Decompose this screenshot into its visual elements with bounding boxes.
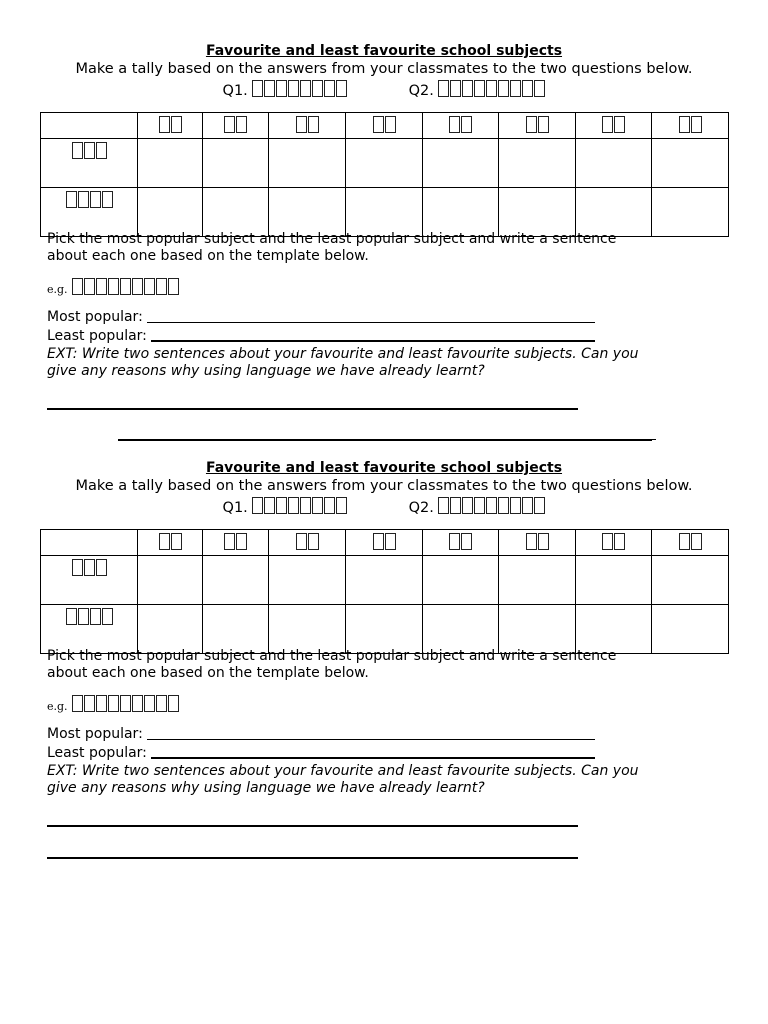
tally-cell[interactable] — [499, 556, 576, 605]
question-1-text — [252, 80, 347, 97]
tally-cell[interactable] — [269, 139, 346, 188]
tally-cell[interactable] — [269, 188, 346, 237]
tally-cell[interactable] — [346, 139, 423, 188]
column-header — [423, 530, 499, 556]
pick-instruction: Pick the most popular subject and the least popular subject and write a sentence about each one based on the template below. — [47, 231, 617, 264]
question-1 — [223, 80, 348, 99]
questions-line — [0, 497, 768, 516]
tally-cell[interactable] — [423, 139, 499, 188]
tally-cell[interactable] — [423, 556, 499, 605]
most-popular-field[interactable]: Most popular: — [47, 309, 595, 325]
column-header — [269, 530, 346, 556]
column-header — [346, 530, 423, 556]
tally-cell[interactable] — [203, 139, 269, 188]
least-popular-line[interactable] — [151, 330, 595, 342]
writing-line[interactable] — [47, 857, 578, 859]
tally-cell[interactable] — [652, 605, 729, 654]
question-1-text — [252, 497, 347, 514]
tally-cell[interactable] — [203, 605, 269, 654]
question-2-label: Q2. — [408, 83, 434, 99]
column-header — [138, 530, 203, 556]
worksheet-title: Favourite and least favourite school subjects — [205, 43, 563, 59]
writing-line[interactable] — [118, 439, 652, 441]
questions-line — [0, 80, 768, 99]
column-header — [652, 530, 729, 556]
table-header-row — [41, 113, 729, 139]
tally-cell[interactable] — [138, 188, 203, 237]
column-header — [499, 530, 576, 556]
tally-cell[interactable] — [269, 605, 346, 654]
row-label — [41, 188, 138, 237]
tally-cell[interactable] — [346, 188, 423, 237]
question-2 — [409, 497, 546, 516]
tally-cell[interactable] — [346, 605, 423, 654]
question-2-label: Q2. — [408, 500, 434, 516]
tally-cell[interactable] — [652, 556, 729, 605]
table-header-row — [41, 530, 729, 556]
column-header — [203, 113, 269, 139]
tally-cell[interactable] — [576, 605, 652, 654]
tally-table — [40, 529, 729, 654]
question-1-label: Q1. — [222, 500, 248, 516]
table-corner-cell — [41, 113, 138, 139]
tally-cell[interactable] — [346, 556, 423, 605]
tally-cell[interactable] — [576, 556, 652, 605]
tally-cell[interactable] — [423, 605, 499, 654]
column-header — [499, 113, 576, 139]
table-corner-cell — [41, 530, 138, 556]
writing-line[interactable] — [47, 825, 578, 827]
question-2-text — [438, 497, 545, 514]
column-header — [652, 113, 729, 139]
question-2 — [409, 80, 546, 99]
writing-line[interactable] — [47, 408, 578, 410]
tally-cell[interactable] — [499, 188, 576, 237]
least-popular-field[interactable]: Least popular: — [47, 745, 595, 761]
tally-cell[interactable] — [576, 139, 652, 188]
column-header — [269, 113, 346, 139]
column-header — [576, 530, 652, 556]
tally-instruction: Make a tally based on the answers from your classmates to the two questions below. — [75, 61, 693, 77]
tally-cell[interactable] — [576, 188, 652, 237]
tally-instruction: Make a tally based on the answers from your classmates to the two questions below. — [75, 478, 693, 494]
tally-cell[interactable] — [499, 605, 576, 654]
line-tail — [652, 439, 656, 440]
tally-cell[interactable] — [138, 139, 203, 188]
column-header — [423, 113, 499, 139]
extension-task: EXT: Write two sentences about your favourite and least favourite subjects. Can you give any reasons why using language we have already learnt? — [47, 346, 639, 379]
table-row-least-favourite — [41, 605, 729, 654]
row-label — [41, 605, 138, 654]
column-header — [346, 113, 423, 139]
tally-cell[interactable] — [203, 188, 269, 237]
table-row-favourite — [41, 556, 729, 605]
column-header — [576, 113, 652, 139]
tally-cell[interactable] — [138, 605, 203, 654]
column-header — [203, 530, 269, 556]
tally-cell[interactable] — [499, 139, 576, 188]
pick-instruction: Pick the most popular subject and the least popular subject and write a sentence about each one based on the template below. — [47, 648, 617, 681]
row-label — [41, 556, 138, 605]
tally-cell[interactable] — [269, 556, 346, 605]
worksheet-title: Favourite and least favourite school subjects — [205, 460, 563, 476]
most-popular-line[interactable] — [147, 729, 595, 740]
tally-cell[interactable] — [203, 556, 269, 605]
tally-cell[interactable] — [423, 188, 499, 237]
tally-cell[interactable] — [138, 556, 203, 605]
most-popular-field[interactable]: Most popular: — [47, 726, 595, 742]
extension-task: EXT: Write two sentences about your favourite and least favourite subjects. Can you give any reasons why using language we have already learnt? — [47, 763, 639, 796]
question-1 — [223, 497, 348, 516]
question-2-text — [438, 80, 545, 97]
column-header — [138, 113, 203, 139]
question-1-label: Q1. — [222, 83, 248, 99]
most-popular-line[interactable] — [147, 312, 595, 323]
least-popular-field[interactable]: Least popular: — [47, 328, 595, 344]
example-sentence: e.g. — [47, 695, 179, 714]
least-popular-line[interactable] — [151, 747, 595, 759]
table-row-least-favourite — [41, 188, 729, 237]
example-sentence: e.g. — [47, 278, 179, 297]
table-row-favourite — [41, 139, 729, 188]
tally-table — [40, 112, 729, 237]
tally-cell[interactable] — [652, 139, 729, 188]
row-label — [41, 139, 138, 188]
tally-cell[interactable] — [652, 188, 729, 237]
